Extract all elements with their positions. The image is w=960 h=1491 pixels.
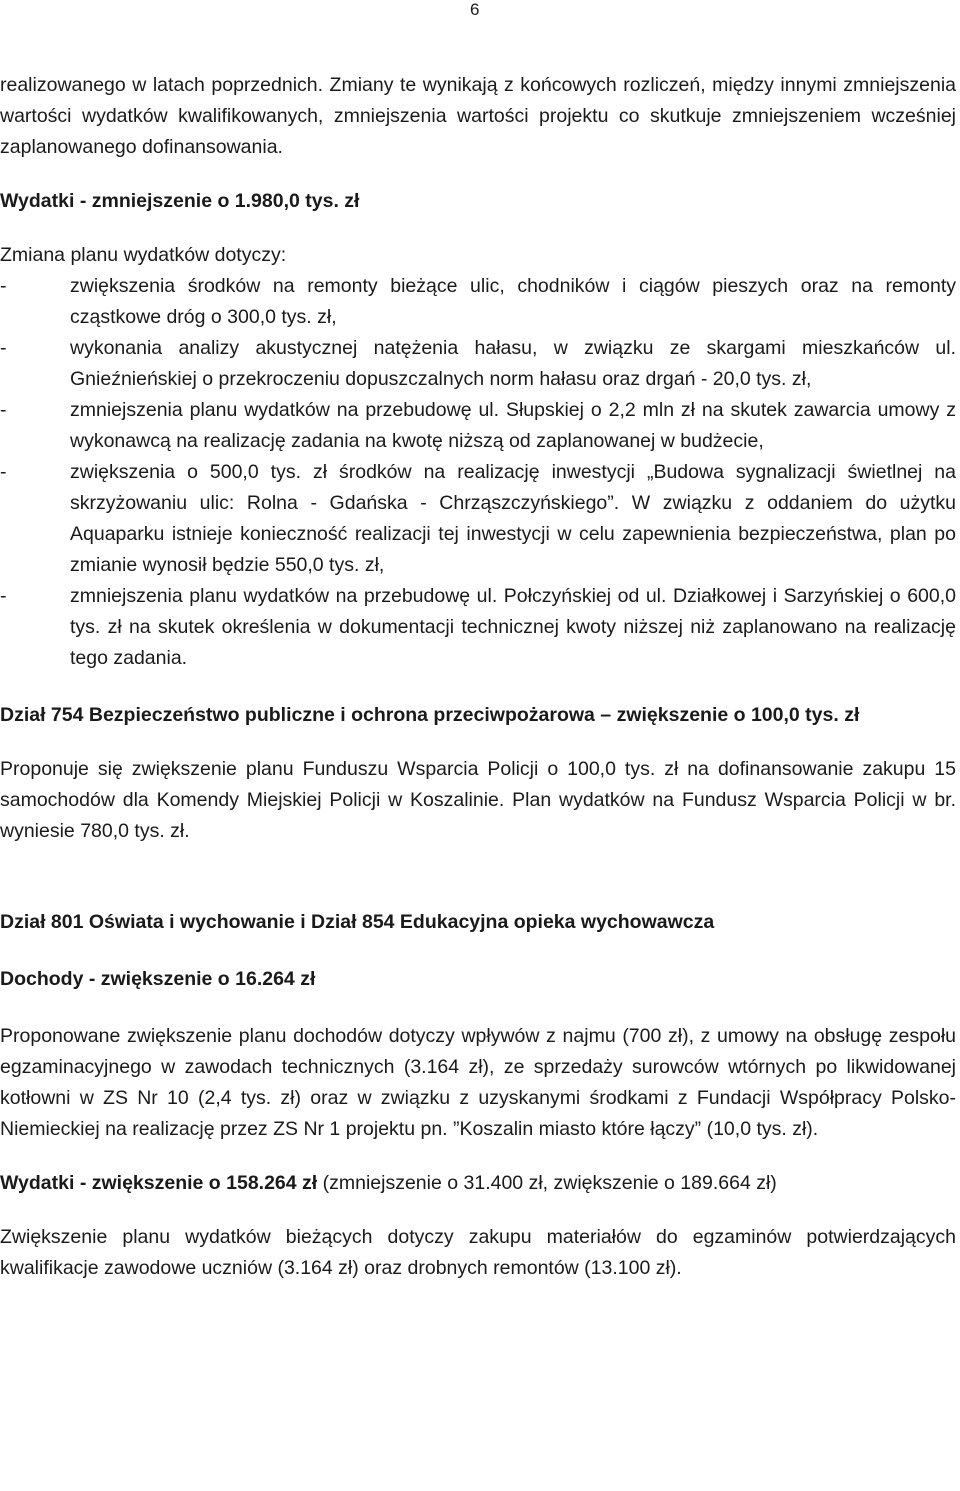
income-paragraph: Proponowane zwiększenie planu dochodów dotyczy wpływów z najmu (700 zł), z umowy na obsługę zespołu egzaminacyjnego w zawodach technicznych (3.164 zł), ze sprzedaży surowców wtórnych po likwidowanej kotłowni w ZS Nr 10 (2,4 tys. zł) oraz w związku z uzyskanymi środkami z Fundacji Współpracy Polsko-Niemieckiej na realizację przez ZS Nr 1 projektu pn. ”Koszalin miasto które łączy” (10,0 tys. zł). — [0, 1025, 956, 1140]
income-heading: Dochody - zwiększenie o 16.264 zł — [0, 968, 316, 990]
list-item: - zmniejszenia planu wydatków na przebudowę ul. Słupskiej o 2,2 mln zł na skutek zawarcia umowy z wykonawcą na realizację zadania na kwotę niższą od zaplanowanej w budżecie, — [0, 395, 956, 457]
intro-paragraph: realizowanego w latach poprzednich. Zmiany te wynikają z końcowych rozliczeń, między innymi zmniejszenia wartości wydatków kwalifikowanych, zmniejszenia wartości projektu co skutkuje zmniejszeniem wcześniej zaplanowanego dofinansowania. — [0, 74, 956, 158]
list-item: - zwiększenia o 500,0 tys. zł środków na realizację inwestycji „Budowa sygnalizacji świetlnej na skrzyżowaniu ulic: Rolna - Gdańska - Chrząszczyńskiego”. W związku z oddaniem do użytku Aquaparku istnieje konieczność realizacji tej inwestycji w celu zapewnienia bezpieczeństwa, plan po zmianie wynosił będzie 550,0 tys. zł, — [0, 457, 956, 581]
list-item: - zmniejszenia planu wydatków na przebudowę ul. Połczyńskiej od ul. Działkowej i Sarzyńskiej o 600,0 tys. zł na skutek określenia w dokumentacji technicznej kwoty niższej niż zaplanowano na realizację tego zadania. — [0, 581, 956, 674]
change-list — [0, 271, 956, 674]
final-paragraph: Zwiększenie planu wydatków bieżących dotyczy zakupu materiałów do egzaminów potwierdzających kwalifikacje zawodowe uczniów (3.164 zł) oraz drobnych remontów (13.100 zł). — [0, 1226, 956, 1279]
section-754-heading: Dział 754 Bezpieczeństwo publiczne i ochrona przeciwpożarowa – zwiększenie o 100,0 tys. zł — [0, 704, 860, 726]
expenses-increase-note: (zmniejszenie o 31.400 zł, zwiększenie o 189.664 zł) — [317, 1172, 777, 1194]
list-item: - wykonania analizy akustycznej natężenia hałasu, w związku ze skargami mieszkańców ul. Gnieźnieńskiej o przekroczeniu dopuszczalnych norm hałasu oraz drgań - 20,0 tys. zł, — [0, 333, 956, 395]
list-item: - zwiększenia środków na remonty bieżące ulic, chodników i ciągów pieszych oraz na remonty cząstkowe dróg o 300,0 tys. zł, — [0, 271, 956, 333]
expenses-increase-amount: Wydatki - zwiększenie o 158.264 zł — [0, 1172, 318, 1194]
expenses-decrease-heading: Wydatki - zmniejszenie o 1.980,0 tys. zł — [0, 190, 360, 212]
section-754-paragraph: Proponuje się zwiększenie planu Funduszu Wsparcia Policji o 100,0 tys. zł na dofinansowanie zakupu 15 samochodów dla Komendy Miejskiej Policji w Koszalinie. Plan wydatków na Fundusz Wsparcia Policji w br. wyniesie 780,0 tys. zł. — [0, 758, 956, 842]
page-number: 6 — [470, 0, 480, 19]
section-801-heading: Dział 801 Oświata i wychowanie i Dział 854 Edukacyjna opieka wychowawcza — [0, 911, 715, 933]
change-intro: Zmiana planu wydatków dotyczy: — [0, 244, 287, 266]
expenses-increase-heading — [0, 1168, 956, 1199]
document-body — [0, 70, 956, 1284]
